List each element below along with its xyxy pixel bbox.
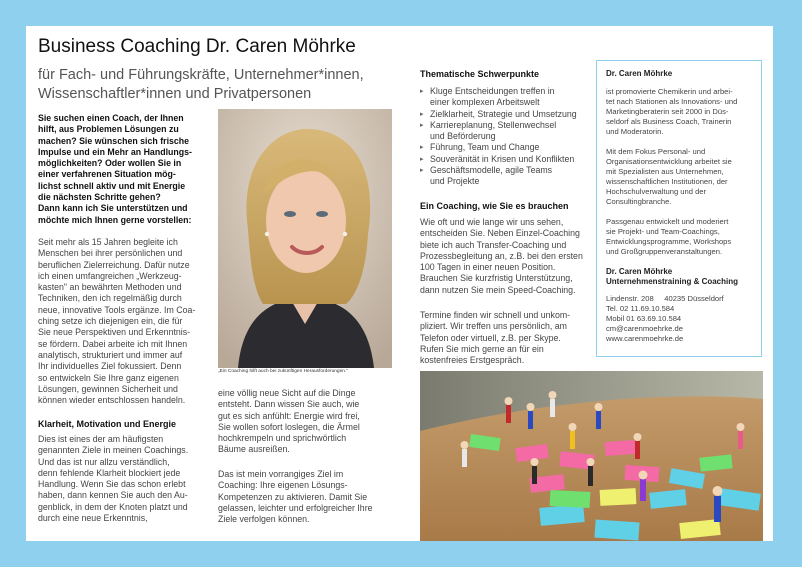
body-paragraph-termine: Termine finden wir schnell und unkom- pliziert. Wir treffen uns persönlich, am Telefon oder virtuell, z.B. per Skype. Rufen Sie mich gerne an für ein kostenfreies Erstgespräch. — [420, 310, 571, 366]
photo-caption: „Ein Coaching hilft auch bei zukünftigen Herausforderungen." — [218, 369, 348, 374]
portrait-illustration — [218, 109, 392, 368]
figures-illustration — [420, 371, 763, 541]
team-figures-photo — [420, 371, 763, 541]
intro-text: Sie suchen einen Coach, der Ihnen hilft, aus Problemen Lösungen zu machen? Sie wünschen sich frische Impulse und ein Mehr an Handlungs- möglichkeiten? Oder wollen Sie in einer verfahrenen Situation mög- lichst schnell aktiv und mit Energie die nächsten Schritte gehen? Dann kann ich Sie unterstützen und möchte mich Ihnen gerne vorstellen: — [38, 113, 192, 225]
body-paragraph-klarheit: Dies ist eines der am häufigsten genannten Ziele in meinen Coachings. Und das ist nur allzu verständlich, denn fehlende Klarheit blockiert jede Handlung. Wenn Sie das schon erlebt haben, dann kennen Sie auch den Au- genblick, in dem der Knoten platzt und durch eine neue Erkenntnis, — [38, 434, 189, 524]
body-paragraph-experience: Seit mehr als 15 Jahren begleite ich Menschen bei ihrer persönlichen und beruflichen Zielerreichung. Dafür nutze ich einen umfangreichen „Werkzeug- kasten" an bewährten Methoden und Techniken, den ich regelmäßig durch neue, innovative Tools ergänze. Im Coa- ching setze ich diejenigen ein, die für Sie neue Perspektiven und Erkenntnis- se fördern. Dabei arbeite ich mit Ihnen analytisch, strukturiert und immer auf Ihr individuelles Ziel fokussiert. Denn so entwickeln Sie Ihre ganz eigenen Lösungen, gewinnen Sicherheit und können wieder entschlossen handeln. — [38, 237, 196, 406]
brochure-page — [26, 26, 773, 541]
profile-box — [596, 60, 762, 357]
page-subtitle: für Fach- und Führungskräfte, Unternehmer*innen, Wissenschaftler*innen und Privatpersonen — [38, 67, 364, 102]
list-item: ▸ Karriereplanung, Stellenwechsel und Beförderung — [420, 120, 592, 143]
contact-email[interactable]: cm@carenmoehrke.de — [606, 324, 683, 333]
list-item: ▸ Zielklarheit, Strategie und Umsetzung — [420, 109, 592, 120]
profile-focus: Mit dem Fokus Personal- und Organisationsentwicklung arbeitet sie mit Spezialisten aus Unternehmen, wissenschaftlichen Institutionen, der Hochschulverwaltung und der Consultingbranche. — [606, 147, 732, 206]
profile-name: Dr. Caren Möhrke — [606, 69, 673, 78]
contact-website[interactable]: www.carenmoehrke.de — [606, 334, 684, 343]
list-item: ▸ Führung, Team und Change — [420, 142, 592, 153]
portrait-photo — [218, 109, 392, 368]
heading-themen: Thematische Schwerpunkte — [420, 69, 540, 79]
body-paragraph-sicht: eine völlig neue Sicht auf die Dinge entsteht. Dann wissen Sie auch, wie gut es sich anfühlt: Energie wird frei, Sie wollen sofort loslegen, die Ärmel hochkrempeln und sprichwörtlich Bäume ausreißen. — [218, 388, 360, 455]
profile-services: Passgenau entwickelt und moderiert sie Projekt- und Team-Coachings, Entwicklungsprogramme, Workshops und Großgruppenveranstaltungen. — [606, 217, 732, 256]
heading-klarheit: Klarheit, Motivation und Energie — [38, 419, 177, 429]
profile-bio: ist promovierte Chemikerin und arbei- tet nach Stationen als Innovations- und Marketingberaterin seit 2000 in Düs- seldorf als Business Coach, Trainerin und Moderatorin. — [606, 87, 738, 136]
list-item: ▸ Kluge Entscheidungen treffen in einer komplexen Arbeitswelt — [420, 86, 592, 109]
body-paragraph-bedarf: Wie oft und wie lange wir uns sehen, entscheiden Sie. Neben Einzel-Coaching biete ich auch Transfer-Coaching und Prozessbegleitung an, z.B. bei den ersten 100 Tagen in einer neuen Position. Brauchen Sie kurzfristig Unterstützung, dann nutzen Sie mein Speed-Coaching. — [420, 217, 583, 295]
list-item: ▸ Geschäftsmodelle, agile Teams und Projekte — [420, 165, 592, 188]
company-name: Dr. Caren Möhrke Unternehmenstraining & Coaching — [606, 267, 739, 286]
themen-list — [420, 86, 592, 188]
list-item: ▸ Souveränität in Krisen und Konflikten — [420, 154, 592, 165]
contact-mobile: Mobil 01 63.69.10.584 — [606, 314, 682, 323]
heading-bedarf: Ein Coaching, wie Sie es brauchen — [420, 201, 569, 211]
body-paragraph-ziel: Das ist mein vorrangiges Ziel im Coaching: Ihre eigenen Lösungs- Kompetenzen zu aktivieren. Damit Sie gelassen, leichter und erfolgreicher Ihre Ziele verfolgen können. — [218, 469, 373, 525]
contact-phone: Tel. 02 11.69.10.584 — [606, 304, 675, 313]
contact-address: Lindenstr. 208 40235 Düsseldorf — [606, 294, 724, 303]
page-title: Business Coaching Dr. Caren Möhrke — [38, 36, 356, 57]
